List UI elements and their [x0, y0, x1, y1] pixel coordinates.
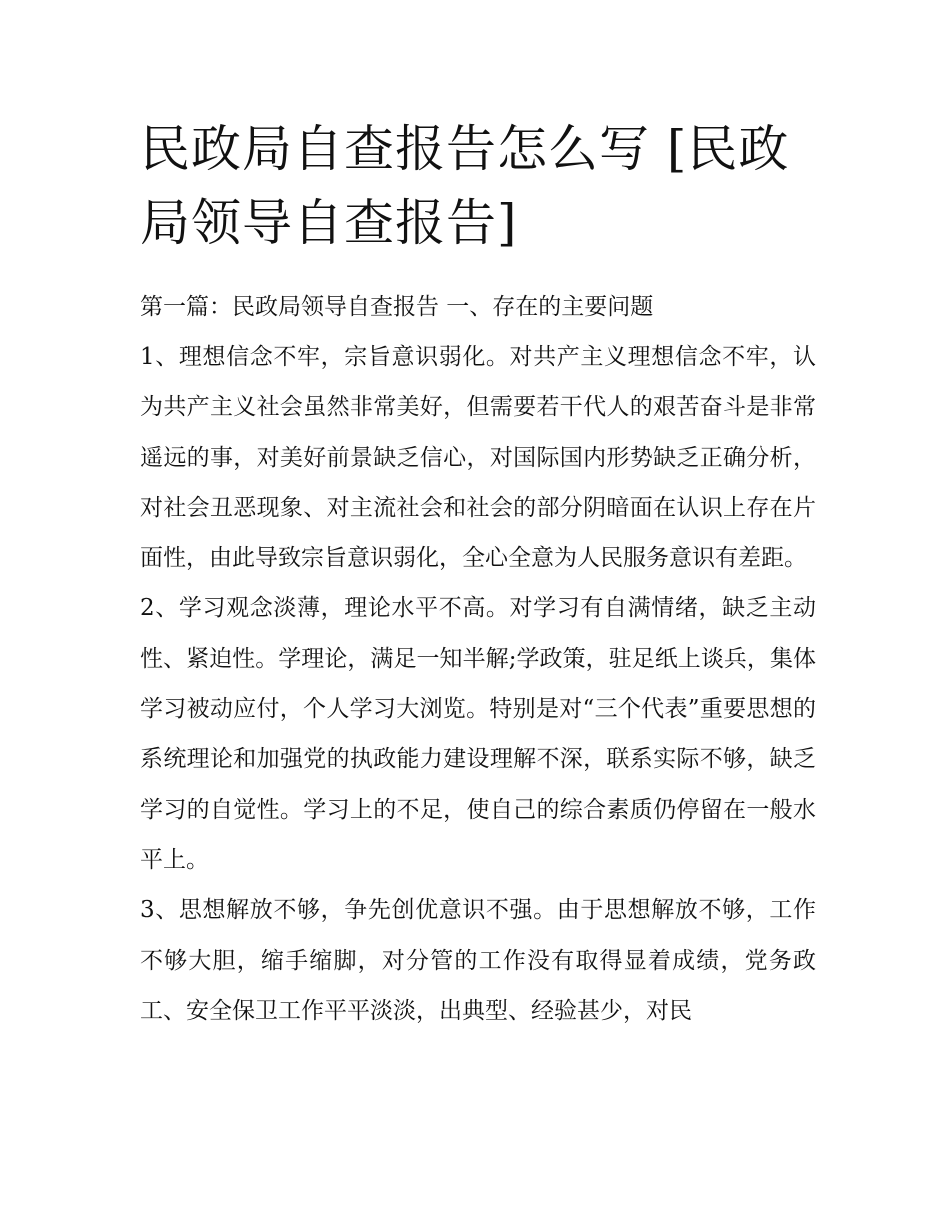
document-page	[140, 112, 816, 1036]
section-heading: 第一篇：民政局领导自查报告 一、存在的主要问题	[140, 294, 654, 320]
paragraph-1: 1、理想信念不牢，宗旨意识弱化。对共产主义理想信念不牢，认为共产主义社会虽然非常美好，但需要若干代人的艰苦奋斗是非常遥远的事，对美好前景缺乏信心，对国际国内形势缺乏正确分析，对社会丑恶现象、对主流社会和社会的部分阴暗面在认识上存在片面性，由此导致宗旨意识弱化，全心全意为人民服务意识有差距。	[140, 344, 816, 572]
paragraph-2: 2、学习观念淡薄，理论水平不高。对学习有自满情绪，缺乏主动性、紧迫性。学理论，满足一知半解;学政策，驻足纸上谈兵，集体学习被动应付，个人学习大浏览。特别是对“三个代表”重要思想的系统理论和加强党的执政能力建设理解不深，联系实际不够，缺乏学习的自觉性。学习上的不足，使自己的综合素质仍停留在一般水平上。	[140, 595, 816, 873]
paragraph-3: 3、思想解放不够，争先创优意识不强。由于思想解放不够，工作不够大胆，缩手缩脚，对分管的工作没有取得显着成绩，党务政工、安全保卫工作平平淡淡，出典型、经验甚少，对民	[140, 897, 816, 1024]
document-title: 民政局自查报告怎么写 [民政局领导自查报告]	[140, 120, 790, 252]
